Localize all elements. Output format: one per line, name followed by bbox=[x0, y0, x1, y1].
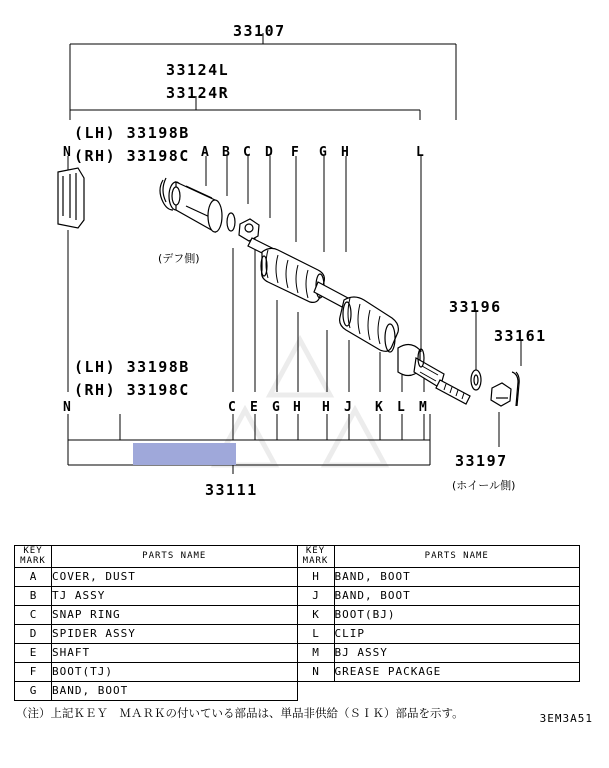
callout-bottom-j: J bbox=[344, 400, 352, 415]
key-mark-h: H bbox=[297, 567, 334, 586]
header-key-line1: KEY bbox=[23, 546, 43, 556]
callout-top-f: F bbox=[291, 145, 299, 160]
table-row bbox=[15, 662, 580, 681]
part-name-f: BOOT(TJ) bbox=[52, 662, 298, 681]
key-mark-k: K bbox=[297, 605, 334, 624]
key-mark-g: G bbox=[15, 681, 52, 700]
key-mark-a: A bbox=[15, 567, 52, 586]
header-key-line2: MARK bbox=[20, 556, 46, 567]
key-mark-e: E bbox=[15, 643, 52, 662]
part-name-n: GREASE PACKAGE bbox=[334, 662, 580, 681]
label-rh-33198C-bottom: (RH) 33198C bbox=[74, 381, 190, 399]
callout-top-h: H bbox=[341, 145, 349, 160]
key-mark-n: N bbox=[297, 662, 334, 681]
part-name-a: COVER, DUST bbox=[52, 567, 298, 586]
callout-bottom-k: K bbox=[375, 400, 383, 415]
callout-bottom-h2: H bbox=[322, 400, 330, 415]
part-name-c: SNAP RING bbox=[52, 605, 298, 624]
part-name-empty bbox=[334, 681, 580, 700]
label-33161: 33161 bbox=[494, 327, 547, 345]
label-33124L: 33124L bbox=[166, 61, 230, 79]
key-mark-c: C bbox=[15, 605, 52, 624]
footnote-key-mark: （注）上記ＫＥＹ ＭＡＲＫの付いている部品は、単品非供給（ＳＩＫ）部品を示す。 bbox=[16, 706, 464, 720]
callout-top-c: C bbox=[243, 145, 251, 160]
header-key-mark-right bbox=[297, 546, 334, 568]
label-33196: 33196 bbox=[449, 298, 502, 316]
callout-bottom-e: E bbox=[250, 400, 258, 415]
label-lh-33198B-bottom: (LH) 33198B bbox=[74, 358, 190, 376]
key-mark-b: B bbox=[15, 586, 52, 605]
callout-bottom-h1: H bbox=[293, 400, 301, 415]
part-name-b: TJ ASSY bbox=[52, 586, 298, 605]
key-mark-empty bbox=[297, 681, 334, 700]
callout-bottom-l: L bbox=[397, 400, 405, 415]
key-mark-l: L bbox=[297, 624, 334, 643]
callout-bottom-c: C bbox=[228, 400, 236, 415]
header-key-line1-right: KEY bbox=[305, 546, 326, 556]
part-name-h: BAND, BOOT bbox=[334, 567, 580, 586]
part-name-j: BAND, BOOT bbox=[334, 586, 580, 605]
part-name-e: SHAFT bbox=[52, 643, 298, 662]
header-key-mark-left bbox=[15, 546, 52, 568]
callout-bottom-g: G bbox=[272, 400, 280, 415]
part-name-m: BJ ASSY bbox=[334, 643, 580, 662]
highlighted-part-33111[interactable] bbox=[133, 443, 236, 465]
label-wheel-side: (ホイール側) bbox=[452, 479, 516, 492]
table-row bbox=[15, 643, 580, 662]
label-33124R: 33124R bbox=[166, 84, 230, 102]
table-header-row bbox=[15, 546, 580, 568]
table-row bbox=[15, 567, 580, 586]
label-diff-side: (デフ側) bbox=[158, 252, 200, 265]
drawing-code: 3EM3A51 bbox=[539, 712, 593, 725]
callout-top-g: G bbox=[319, 145, 327, 160]
table-row bbox=[15, 681, 580, 700]
key-mark-m: M bbox=[297, 643, 334, 662]
callout-top-d: D bbox=[265, 145, 273, 160]
table-row bbox=[15, 624, 580, 643]
label-33107: 33107 bbox=[233, 22, 286, 40]
header-parts-name-right: PARTS NAME bbox=[334, 546, 580, 568]
header-parts-name-left: PARTS NAME bbox=[52, 546, 298, 568]
part-name-d: SPIDER ASSY bbox=[52, 624, 298, 643]
callout-bottom-m: M bbox=[419, 400, 427, 415]
parts-name-table bbox=[14, 545, 580, 701]
callout-top-n: N bbox=[63, 145, 71, 160]
part-name-k: BOOT(BJ) bbox=[334, 605, 580, 624]
callout-top-b: B bbox=[222, 145, 230, 160]
label-33111: 33111 bbox=[205, 481, 258, 499]
callout-top-l: L bbox=[416, 145, 424, 160]
header-key-line2-right: MARK bbox=[302, 556, 329, 567]
label-33197: 33197 bbox=[455, 452, 508, 470]
part-name-g: BAND, BOOT bbox=[52, 681, 298, 700]
key-mark-d: D bbox=[15, 624, 52, 643]
callout-bottom-n: N bbox=[63, 400, 71, 415]
key-mark-j: J bbox=[297, 586, 334, 605]
table-row bbox=[15, 605, 580, 624]
callout-top-a: A bbox=[201, 145, 209, 160]
key-mark-f: F bbox=[15, 662, 52, 681]
label-lh-33198B-top: (LH) 33198B bbox=[74, 124, 190, 142]
table-row bbox=[15, 586, 580, 605]
label-rh-33198C-top: (RH) 33198C bbox=[74, 147, 190, 165]
part-name-l: CLIP bbox=[334, 624, 580, 643]
